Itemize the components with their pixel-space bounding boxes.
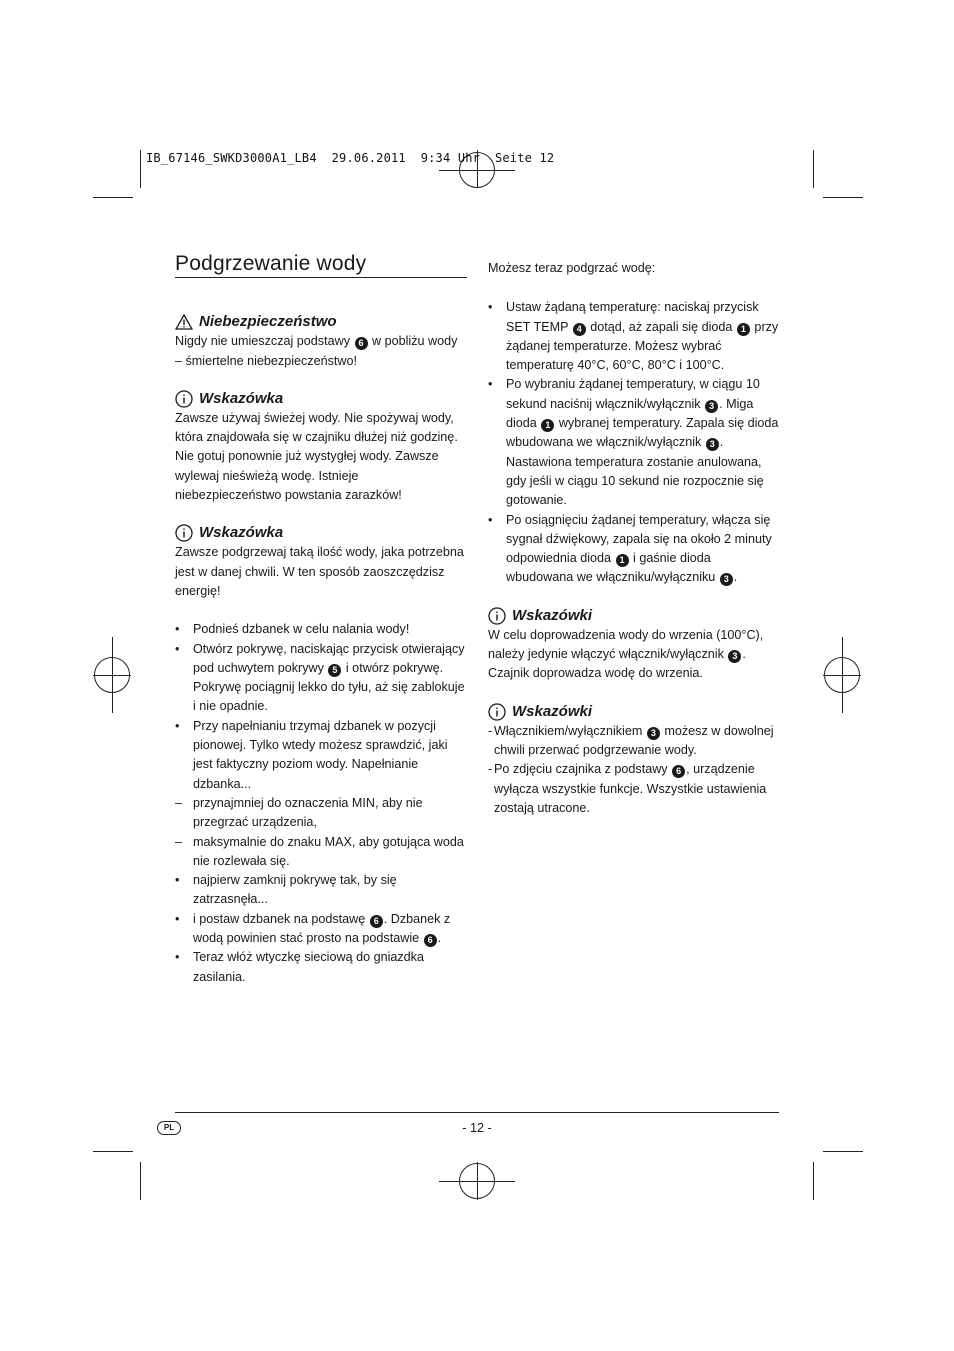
- list-item: • Przy napełnianiu trzymaj dzbanek w pozycji pionowej. Tylko wtedy możesz sprawdzić, jaki jest faktyczny poziom wody. Napełnianie dzbanka...: [175, 718, 448, 791]
- number-1: 1: [616, 554, 629, 567]
- info-icon: [175, 524, 193, 542]
- list-item: • najpierw zamknij pokrywę tak, by się zatrzasnęła...: [175, 873, 397, 907]
- info-icon: [175, 390, 193, 408]
- number-5: 5: [328, 664, 341, 677]
- list-item: • Po wybraniu żądanej temperatury, w ciągu 10 sekund naciśnij włącznik/wyłącznik 3 . Miga dioda 1 wybranej temperatury. Zapala się dioda wbudowana we włącznik/wyłącznik 3 . Nastawiona temperatura zostanie anulowana, gdy jeśli w ciągu 10 sekund nie rozpocznie się gotowanie.: [488, 377, 779, 508]
- registration-circle: [824, 657, 860, 693]
- number-6: 6: [355, 337, 368, 350]
- hint4-heading: [488, 702, 780, 722]
- print-slug: IB_67146_SWKD3000A1_LB4 29.06.2011 9:34 Uhr Seite 12: [146, 151, 555, 165]
- number-6: 6: [424, 934, 437, 947]
- crop-mark: [813, 150, 814, 188]
- hint3-heading-text: Wskazówki: [512, 606, 593, 624]
- language-badge: PL: [157, 1121, 181, 1135]
- right-column: [488, 259, 780, 818]
- list-item: – przynajmniej do oznaczenia MIN, aby nie przegrzać urządzenia,: [175, 795, 423, 830]
- crop-mark: [140, 1162, 141, 1200]
- hint1-text: Zawsze używaj świeżej wody. Nie spożywaj wody, która znajdowała się w czajniku dłużej niż godzinę. Nie gotuj ponownie już wystygłej wody. Zawsze wylewaj nieświeżą wodę. Istnieje niebezpieczeństwo powstania zarazków!: [175, 410, 458, 503]
- list-item: - Po zdjęciu czajnika z podstawy 6 , urządzenie wyłącza wszystkie funkcje. Wszystkie ustawienia zostają utracone.: [488, 762, 767, 815]
- intro-text: Możesz teraz podgrzać wodę:: [488, 261, 656, 275]
- hint2-text: Zawsze podgrzewaj taką ilość wody, jaka potrzebna jest w danej chwili. W ten sposób zaoszczędzisz energię!: [175, 545, 464, 598]
- hint2-heading: [175, 523, 467, 543]
- crop-mark: [823, 1151, 863, 1152]
- steps-list: [175, 620, 467, 987]
- number-3: 3: [728, 650, 741, 663]
- list-item: – maksymalnie do znaku MAX, aby gotująca woda nie rozlewała się.: [175, 834, 464, 868]
- number-3: 3: [647, 727, 660, 740]
- crop-mark: [93, 197, 133, 198]
- list-item: • Teraz włóż wtyczkę sieciową do gniazdka zasilania.: [175, 950, 424, 984]
- list-item: - Włącznikiem/wyłącznikiem 3 możesz w dowolnej chwili przerwać podgrzewanie wody.: [488, 723, 774, 757]
- list-item: • Ustaw żądaną temperaturę: naciskaj przycisk SET TEMP 4 dotąd, aż zapali się dioda 1 przy żądanej temperaturze. Możesz wybrać temperaturę 40°C, 60°C, 80°C i 100°C.: [488, 300, 779, 373]
- number-3: 3: [705, 400, 718, 413]
- danger-text: Nigdy nie umieszczaj podstawy 6 w pobliżu wody – śmiertelne niebezpieczeństwo!: [175, 334, 458, 368]
- left-column: [175, 250, 467, 987]
- hint3-heading: [488, 606, 780, 626]
- hint1-heading: [175, 389, 467, 409]
- number-1: 1: [541, 419, 554, 432]
- number-6: 6: [370, 915, 383, 928]
- hint4-list: [488, 722, 780, 818]
- heating-steps: [488, 298, 780, 587]
- crop-mark: [813, 1162, 814, 1200]
- number-3: 3: [720, 573, 733, 586]
- number-6: 6: [672, 765, 685, 778]
- registration-circle: [459, 1163, 495, 1199]
- danger-heading-text: Niebezpieczeństwo: [199, 313, 337, 331]
- hint3-text: W celu doprowadzenia wody do wrzenia (100°C), należy jedynie włączyć włącznik/wyłącznik 3 . Czajnik doprowadza wodę do wrzenia.: [488, 627, 764, 681]
- hint1-heading-text: Wskazówka: [199, 389, 284, 407]
- hint2-heading-text: Wskazówka: [199, 524, 284, 542]
- list-item: • Otwórz pokrywę, naciskając przycisk otwierający pod uchwytem pokrywy 5 i otwórz pokrywę. Pokrywę pociągnij lekko do tyłu, aż się zablokuje i nie opadnie.: [175, 641, 465, 714]
- number-1: 1: [737, 323, 750, 336]
- registration-circle: [94, 657, 130, 693]
- danger-heading: [175, 312, 467, 332]
- list-item: • i postaw dzbanek na podstawę 6 . Dzbanek z wodą powinien stać prosto na podstawie 6 .: [175, 911, 451, 946]
- list-item: • Podnieś dzbanek w celu nalania wody!: [175, 622, 410, 637]
- crop-mark: [140, 150, 141, 188]
- hint4-heading-text: Wskazówki: [512, 702, 593, 720]
- info-icon: [488, 703, 506, 721]
- crop-mark: [93, 1151, 133, 1152]
- page-number: - 12 -: [462, 1121, 492, 1135]
- number-3: 3: [706, 438, 719, 451]
- page-title: Podgrzewanie wody: [175, 250, 467, 278]
- warning-icon: [175, 314, 193, 330]
- info-icon: [488, 607, 506, 625]
- footer-rule: [175, 1112, 779, 1113]
- number-4: 4: [573, 323, 586, 336]
- list-item: • Po osiągnięciu żądanej temperatury, włącza się sygnał dźwiękowy, zapala się na około 2 minuty odpowiednia dioda 1 i gaśnie dioda wbudowana we włączniku/wyłączniku 3 .: [488, 512, 772, 585]
- crop-mark: [823, 197, 863, 198]
